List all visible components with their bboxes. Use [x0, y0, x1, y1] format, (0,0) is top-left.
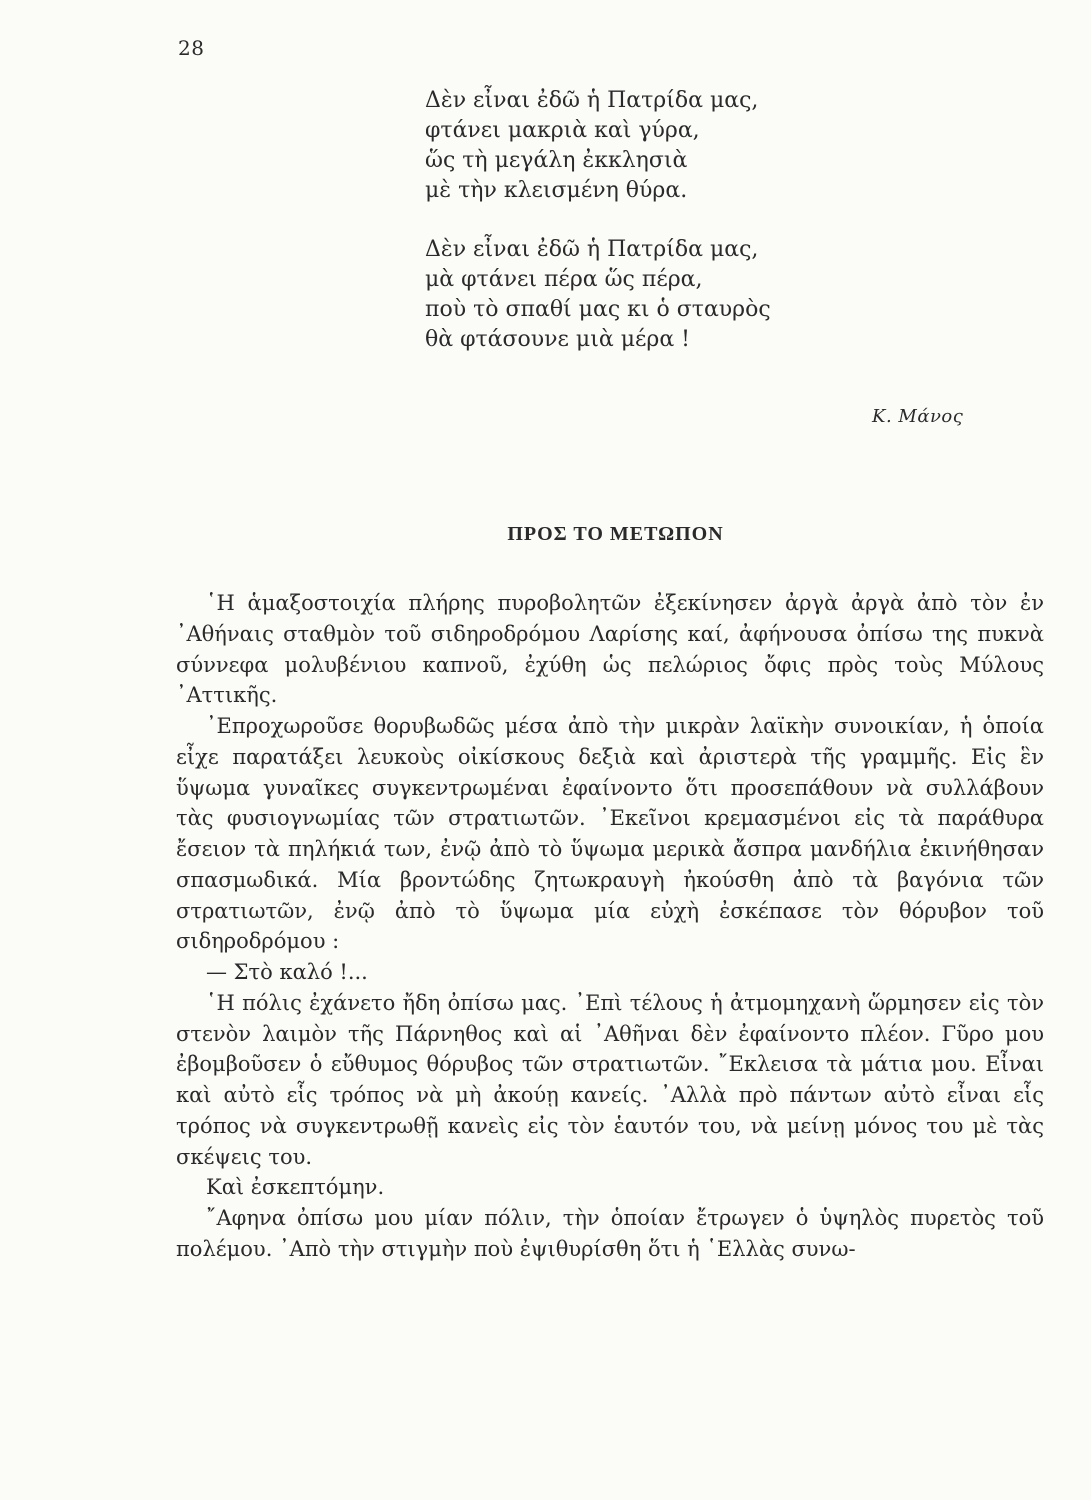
- paragraph: — Στὸ καλό !...: [206, 960, 368, 984]
- poem-line: ποὺ τὸ σπαθί μας κι ὁ σταυρὸς: [425, 297, 771, 322]
- paragraph: ῾Η ἁμαξοστοιχία πλήρης πυροβολητῶν ἐξεκίνησεν ἀργὰ ἀργὰ ἀπὸ τὸν ἐν ᾿Αθήναις σταθμὸν τοῦ σιδηροδρόμου Λαρίσης καί, ἀφήνουσα ὀπίσω της πυκνὰ σύννεφα μολυβένιου καπνοῦ, ἐχύθη ὡς πελώριος ὄφις πρὸς τοὺς Μύλους ᾿Αττικῆς.: [176, 591, 1044, 708]
- poem-line: θὰ φτάσουνε μιὰ μέρα !: [425, 327, 691, 352]
- poem-stanza: [425, 86, 771, 206]
- paragraph: ᾿Επροχωροῦσε θορυβωδῶς μέσα ἀπὸ τὴν μικρὰν λαϊκὴν συνοικίαν, ἡ ὁποία εἶχε παρατάξει λευκοὺς οἰκίσκους δεξιὰ καὶ ἀριστερὰ τῆς γραμμῆς. Εἰς ἓν ὕψωμα γυναῖκες συγκεντρωμέναι ἐφαίνοντο ὅτι προσεπάθουν νὰ συλλάβουν τὰς φυσιογνωμίας τῶν στρατιωτῶν. ᾿Εκεῖνοι κρεμασμένοι εἰς τὰ παράθυρα ἔσειον τὰ πηλήκιά των, ἐνῷ ἀπὸ τὸ ὕψωμα μερικὰ ἄσπρα μανδήλια ἐκινήθησαν σπασμωδικά. Μία βροντώδης ζητωκραυγὴ ἠκούσθη ἀπὸ τὰ βαγόνια τῶν στρατιωτῶν, ἐνῷ ἀπὸ τὸ ὕψωμα μία εὐχὴ ἐσκέπασε τὸν θόρυβον τοῦ σιδηροδρόμου :: [176, 714, 1044, 954]
- poem-stanza: [425, 235, 771, 355]
- prose-body: [176, 588, 1044, 1265]
- paragraph: ῾Η πόλις ἐχάνετο ἤδη ὀπίσω μας. ᾿Επὶ τέλους ἡ ἀτμομηχανὴ ὥρμησεν εἰς τὸν στενὸν λαιμὸν τῆς Πάρνηθος καὶ αἱ ᾿Αθῆναι δὲν ἐφαίνοντο πλέον. Γῦρο μου ἐβομβοῦσεν ὁ εὔθυμος θόρυβος τῶν στρατιωτῶν. ῎Εκλεισα τὰ μάτια μου. Εἶναι καὶ αὐτὸ εἷς τρόπος νὰ μὴ ἀκούῃ κανείς. ᾿Αλλὰ πρὸ πάντων αὐτὸ εἶναι εἷς τρόπος νὰ συγκεντρωθῇ κανεὶς εἰς τὸν ἑαυτόν του, νὰ μείνῃ μόνος του μὲ τὰς σκέψεις του.: [176, 990, 1044, 1169]
- paragraph: Καὶ ἐσκεπτόμην.: [206, 1175, 385, 1200]
- page-number: 28: [178, 36, 205, 60]
- paragraph: ῎Αφηνα ὀπίσω μου μίαν πόλιν, τὴν ὁποίαν ἔτρωγεν ὁ ὑψηλὸς πυρετὸς τοῦ πολέμου. ᾿Απὸ τὴν στιγμὴν ποὺ ἐψιθυρίσθη ὅτι ἡ ῾Ελλὰς συνω-: [176, 1206, 1044, 1261]
- poem: [425, 86, 771, 355]
- poem-line: μὰ φτάνει πέρα ὥς πέρα,: [425, 267, 703, 292]
- poem-line: Δὲν εἶναι ἐδῶ ἡ Πατρίδα μας,: [425, 88, 759, 113]
- section-title: ΠΡΟΣ ΤΟ ΜΕΤΩΠΟΝ: [507, 523, 724, 545]
- poem-line: ὥς τὴ μεγάλη ἐκκλησιὰ: [425, 148, 688, 173]
- poem-line: φτάνει μακριὰ καὶ γύρα,: [425, 118, 700, 143]
- poem-author: Κ. Μάνος: [872, 406, 964, 427]
- poem-line: Δὲν εἶναι ἐδῶ ἡ Πατρίδα μας,: [425, 237, 759, 262]
- poem-line: μὲ τὴν κλεισμένη θύρα.: [425, 178, 688, 203]
